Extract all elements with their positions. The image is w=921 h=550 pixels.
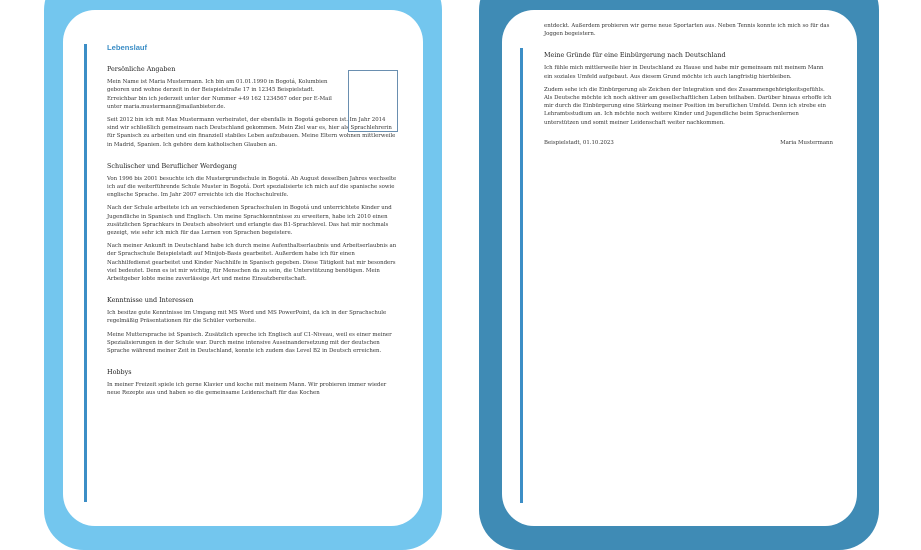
- document-page-1: [63, 10, 423, 526]
- paragraph: Von 1996 bis 2001 besuchte ich die Mustergrundschule in Bogotá. Ab August desselben Jahres wechselte ich auf die weiterführende Schule Muster in Bogotá. Dort spezialisierte ich mich auf die spanische sowie englische Sprache. Im Jahr 2007 erreichte ich die Hochschulreife.: [107, 175, 397, 199]
- photo-placeholder: [348, 70, 398, 132]
- paragraph: Mein Name ist Maria Mustermann. Ich bin am 01.01.1990 in Bogotá, Kolumbien geboren und wohne derzeit in der Beispielstraße 17 in 12345 Beispielstadt. Erreichbar bin ich jederzeit unter der Nummer +49 162 1234567 oder per E-Mail unter maria.mustermann@mailanbieter.de.: [107, 79, 332, 110]
- paragraph: Ich fühle mich mittlerweile hier in Deutschland zu Hause und habe mir gemeinsam mit meinem Mann ein soziales Umfeld aufgebaut. Aus diesem Grund möchte ich auch langfristig hierbleiben.: [544, 65, 824, 80]
- accent-bar: [84, 44, 87, 502]
- paragraph: Nach meiner Ankunft in Deutschland habe ich durch meine Aufenthaltserlaubnis und Arbeitserlaubnis an der Sprachschule Beispielstadt auf Minijob-Basis gearbeitet. Außerdem habe ich für einen Nachhilfedienst gearbeitet und Kinder Nachhilfe in Spanisch gegeben. Diese Tätigkeit hat mir besonders viel bedeutet. Denn es ist mir wichtig, für Menschen da zu sein, die Unterstützung benötigen. Mein Arbeitgeber lobte meine zuverlässige Art und meine Einsatzbereitschaft.: [107, 243, 397, 283]
- accent-bar: [520, 48, 523, 503]
- page-2-content: [544, 22, 833, 147]
- place-date: Beispielstadt, 01.10.2023: [544, 139, 614, 146]
- signature-name: Maria Mustermann: [780, 139, 833, 146]
- section-heading-education: Schulischer und Beruflicher Werdegang: [107, 161, 237, 170]
- section-heading-reasons: Meine Gründe für eine Einbürgerung nach Deutschland: [544, 51, 726, 60]
- document-page-2: [502, 10, 857, 526]
- paragraph: Seit 2012 bin ich mit Max Mustermann verheiratet, der ebenfalls in Bogotá geboren ist. Im Jahr 2014 sind wir schließlich gemeinsam nach Deutschland gekommen. Mein Ziel war es, hier als Sprachlehrerin für Spanisch zu arbeiten und ein finanziell stabiles Leben aufzubauen. Meine Eltern wohnen mittlerweile in Madrid, Spanien. Ich gehöre dem katholischen Glauben an.: [107, 117, 396, 148]
- paragraph: Ich besitze gute Kenntnisse im Umgang mit MS Word und MS PowerPoint, da ich in der Sprachschule regelmäßig Präsentationen für die Schüler vorbereite.: [107, 310, 387, 325]
- document-title: Lebenslauf: [107, 43, 148, 52]
- section-heading-hobbies: Hobbys: [107, 368, 132, 377]
- paragraph: In meiner Freizeit spiele ich gerne Klavier und koche mit meinem Mann. Wir probieren immer wieder neue Rezepte aus und haben so die gemeinsame Leidenschaft für das Kochen: [107, 382, 387, 397]
- page-frame-left: [44, 0, 442, 550]
- page-1-content: [107, 44, 398, 403]
- section-heading-skills: Kenntnisse und Interessen: [107, 296, 194, 305]
- paragraph: entdeckt. Außerdem probieren wir gerne neue Sportarten aus. Neben Tennis konnte ich mich so für das Joggen begeistern.: [544, 23, 830, 38]
- paragraph: Meine Muttersprache ist Spanisch. Zusätzlich spreche ich Englisch auf C1-Niveau, weil es einer meiner Spezialisierungen in der Schule war. Durch meine intensive Auseinandersetzung mit der deutschen Sprache während meiner Zeit in Deutschland, konnte ich zudem das Level B2 in Deutsch erreichen.: [107, 331, 392, 355]
- page-frame-right: [479, 0, 879, 550]
- paragraph: Zudem sehe ich die Einbürgerung als Zeichen der Integration und des Zusammengehörigkeitsgefühls. Als Deutsche möchte ich noch aktiver am gesellschaftlichen Leben teilhaben. Darüber hinaus erhoffe ich mir durch die Einbürgerung eine Stärkung meiner Position im beruflichen Umfeld. Denn ich strebe ein Lehramtsstudium an. Ich möchte noch weitere Kinder und Jugendliche beim Sprachenlernen unterstützen und somit meiner Leidenschaft weiter nachkommen.: [544, 86, 832, 126]
- section-heading-personal: Persönliche Angaben: [107, 65, 176, 74]
- signature-row: [544, 139, 833, 147]
- paragraph: Nach der Schule arbeitete ich an verschiedenen Sprachschulen in Bogotá und unterrichtete Kinder und Jugendliche in Spanisch und Englisch. Um meine Sprachkenntnisse zu erweitern, habe ich 2010 einen zusätzlichen Sprachkurs in Deutsch absolviert und erlangte das B1-Sprachlevel. Das hat mir nochmals gezeigt, wie sehr ich mich für das Lernen von Sprachen begeistere.: [107, 205, 392, 237]
